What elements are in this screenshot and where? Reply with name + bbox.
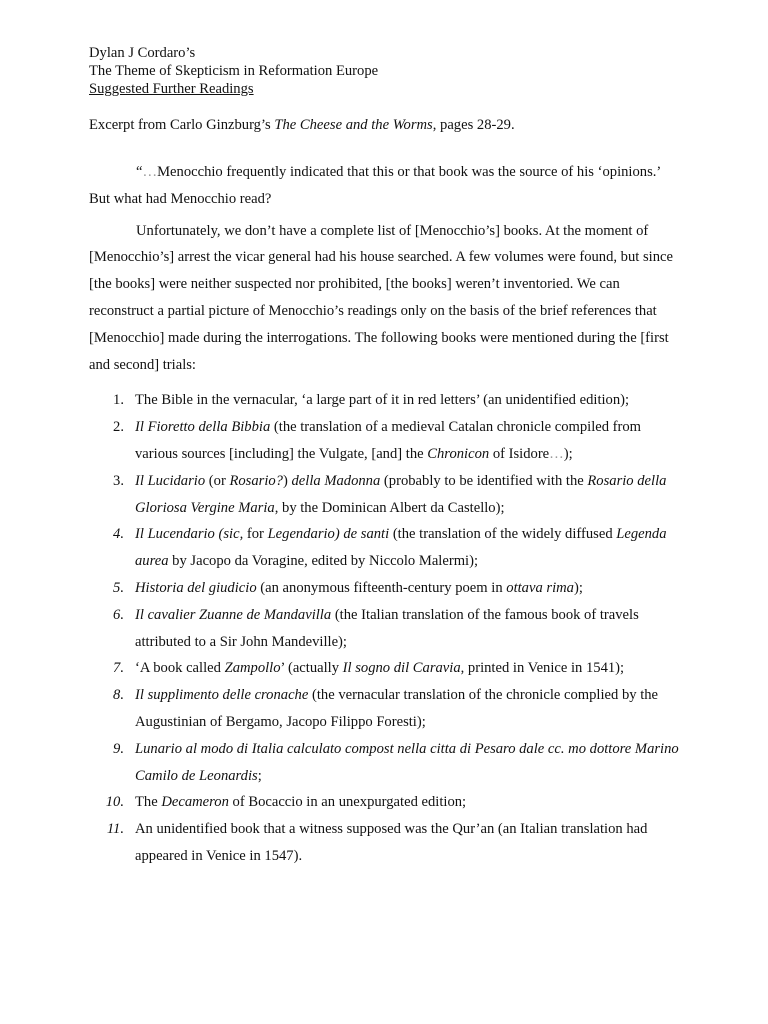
- book-item-7: 7. ‘A book called Zampollo’ (actually Il sogno dil Caravia, printed in Venice in 1541);: [89, 655, 684, 682]
- list-number: 2.: [113, 419, 124, 436]
- list-number: 11.: [106, 821, 124, 838]
- book-item-11: 11. An unidentified book that a witness supposed was the Qur’an (an Italian translation had appeared in Venice in 1547).: [89, 816, 684, 870]
- section-heading: Suggested Further Readings: [89, 81, 254, 97]
- ellipsis-mark: …: [142, 164, 158, 180]
- book-list: [89, 387, 684, 869]
- open-quote: “: [136, 164, 143, 180]
- paragraph-book-list-context: Unfortunately, we don’t have a complete list of [Menocchio’s] books. At the moment of [Menocchio’s] arrest the vicar general had his house searched. A few volumes were found, but since [the books] were neither suspected nor prohibited, [the books] weren’t inventoried. We can reconstruct a partial picture of Menocchio’s readings only on the basis of the brief references that [Menocchio] made during the interrogations. The following books were mentioned during the [first and second] trials:: [89, 222, 673, 373]
- list-number: 10.: [105, 794, 124, 811]
- book-item-10: 10. The Decameron of Bocaccio in an unexpurgated edition;: [89, 789, 684, 816]
- list-number: 1.: [113, 392, 124, 409]
- book-item-2: 2. Il Fioretto della Bibbia (the translation of a medieval Catalan chronicle compiled from various sources [including] the Vulgate, [and] the Chronicon of Isidore…);: [89, 414, 684, 468]
- list-number: 8.: [113, 687, 124, 704]
- excerpt-prefix: Excerpt from Carlo Ginzburg’s: [89, 117, 275, 133]
- list-number: 3.: [113, 472, 124, 489]
- book-item-9: 9. Lunario al modo di Italia calculato compost nella citta di Pesaro dale cc. mo dottore Marino Camilo de Leonardis;: [89, 736, 684, 790]
- book-item-4: 4. Il Lucendario (sic, for Legendario) de santi (the translation of the widely diffused Legenda aurea by Jacopo da Voragine, edited by Niccolo Malermi);: [89, 521, 684, 575]
- book-item-6: 6. Il cavalier Zuanne de Mandavilla (the Italian translation of the famous book of travels attributed to a Sir John Mandeville);: [89, 602, 684, 656]
- list-number: 4.: [113, 526, 124, 543]
- ellipsis-mark: …: [549, 445, 564, 462]
- list-number: 6.: [113, 606, 124, 623]
- author-line: Dylan J Cordaro’s: [89, 45, 196, 61]
- book-item-5: 5. Historia del giudicio (an anonymous fifteenth-century poem in ottava rima);: [89, 575, 684, 602]
- excerpt-book-title: The Cheese and the Worms: [274, 117, 433, 133]
- book-item-1: 1. The Bible in the vernacular, ‘a large part of it in red letters’ (an unidentified edition);: [89, 387, 684, 414]
- paragraph-intro-text: Menocchio frequently indicated that this or that book was the source of his ‘opinions.’ But what had Menocchio read?: [89, 164, 661, 207]
- paragraph-intro: [89, 159, 684, 213]
- list-number: 5.: [113, 579, 124, 596]
- document-page: [89, 44, 684, 870]
- excerpt-suffix: , pages 28-29.: [432, 117, 515, 133]
- book-item-8: 8. Il supplimento delle cronache (the vernacular translation of the chronicle complied by the Augustinian of Bergamo, Jacopo Filippo Foresti);: [89, 682, 684, 736]
- book-item-3: 3. Il Lucidario (or Rosario?) della Madonna (probably to be identified with the Rosario della Gloriosa Vergine Maria, by the Dominican Albert da Castello);: [89, 468, 684, 522]
- list-number: 9.: [113, 740, 124, 757]
- course-title: The Theme of Skepticism in Reformation Europe: [89, 63, 379, 79]
- excerpt-citation: [89, 116, 684, 134]
- list-number: 7.: [113, 660, 124, 677]
